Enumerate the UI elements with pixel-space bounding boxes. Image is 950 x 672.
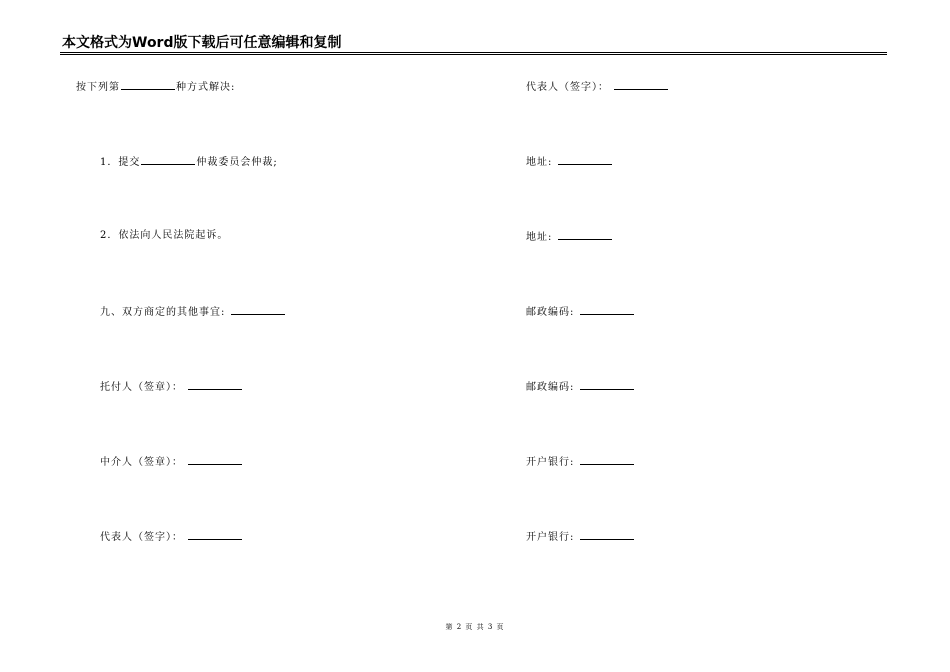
line-text: 种方式解决: — [176, 82, 236, 93]
fill-blank — [141, 154, 195, 165]
line-text: 邮政编码: — [526, 307, 575, 318]
line-text: 按下列第 — [76, 82, 120, 93]
fill-blank — [231, 304, 285, 315]
line-text: 九、双方商定的其他事宜: — [100, 307, 226, 318]
court-option-line — [100, 229, 228, 243]
fill-blank — [580, 529, 634, 540]
line-text: 代表人（签字）： — [100, 532, 183, 543]
header-divider — [60, 52, 887, 55]
bank-line-2 — [526, 529, 635, 545]
fill-blank — [580, 379, 634, 390]
address-line-2 — [526, 229, 613, 245]
line-text: 开户银行: — [526, 457, 575, 468]
page-number-footer: 第 2 页 共 3 页 — [445, 623, 505, 631]
fill-blank — [580, 304, 634, 315]
line-text: 中介人（签章）： — [100, 457, 183, 468]
representative-signature-line-right — [526, 79, 669, 95]
line-text: 托付人（签章）： — [100, 382, 183, 393]
address-line-1 — [526, 154, 613, 170]
document-header-title: 本文格式为Word版下载后可任意编辑和复制 — [62, 35, 342, 51]
principal-signature-line — [100, 379, 243, 395]
fill-blank — [121, 79, 175, 90]
other-matters-line — [100, 304, 286, 320]
line-text: 地址: — [526, 157, 553, 168]
line-text: 2．依法向人民法院起诉。 — [100, 230, 229, 241]
line-text: 代表人（签字）： — [526, 82, 609, 93]
fill-blank — [188, 454, 242, 465]
fill-blank — [188, 529, 242, 540]
line-text: 开户银行: — [526, 532, 575, 543]
line-text: 邮政编码: — [526, 382, 575, 393]
line-text: 地址: — [526, 232, 553, 243]
intermediary-signature-line — [100, 454, 243, 470]
representative-signature-line-left — [100, 529, 243, 545]
fill-blank — [188, 379, 242, 390]
line-text: 1．提交 — [100, 157, 141, 168]
fill-blank — [614, 79, 668, 90]
postal-code-line-1 — [526, 304, 635, 320]
dispute-resolution-line — [76, 79, 235, 95]
postal-code-line-2 — [526, 379, 635, 395]
fill-blank — [558, 229, 612, 240]
line-text: 仲裁委员会仲裁; — [196, 157, 278, 168]
fill-blank — [580, 454, 634, 465]
arbitration-option-line — [100, 154, 278, 170]
bank-line-1 — [526, 454, 635, 470]
fill-blank — [558, 154, 612, 165]
